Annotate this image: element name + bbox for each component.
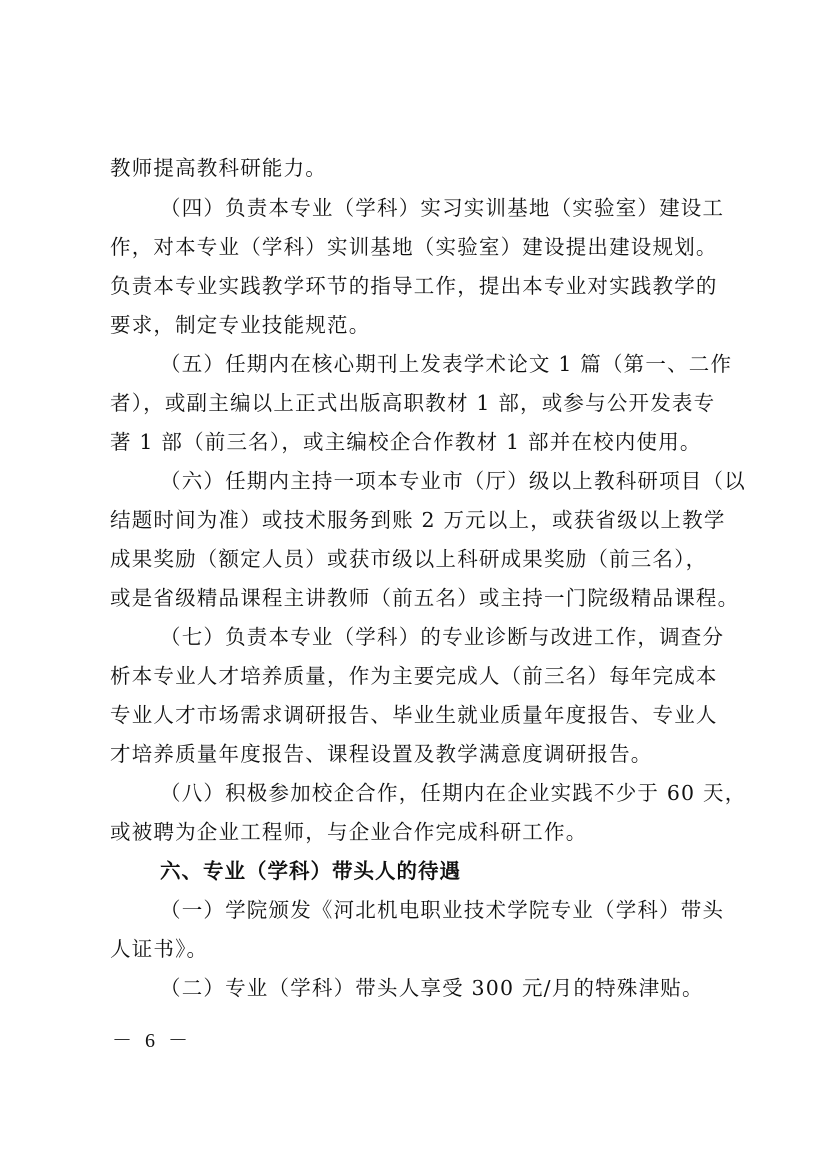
section-heading: 六、专业（学科）带头人的待遇 — [160, 859, 461, 883]
paragraph-line: （二）专业（学科）带头人享受 300 元/月的特殊津贴。 — [160, 976, 704, 1000]
paragraph-line: （一）学院颁发《河北机电职业技术学院专业（学科）带头 — [160, 898, 725, 922]
paragraph-line: 或是省级精品课程主讲教师（前五名）或主持一门院级精品课程。 — [110, 586, 740, 610]
paragraph-line: 或被聘为企业工程师，与企业合作完成科研工作。 — [110, 820, 588, 844]
paragraph-line: （六）任期内主持一项本专业市（厅）级以上教科研项目（以 — [160, 469, 746, 493]
paragraph-line: 著 1 部（前三名），或主编校企合作教材 1 部并在校内使用。 — [110, 430, 702, 454]
paragraph-line: （八）积极参加校企合作，任期内在企业实践不少于 60 天， — [160, 781, 747, 805]
page-number: － 6 － — [112, 1030, 192, 1052]
paragraph-line: 要求，制定专业技能规范。 — [110, 313, 371, 337]
paragraph-line: 专业人才市场需求调研报告、毕业生就业质量年度报告、专业人 — [110, 703, 718, 727]
paragraph-line: 人证书》。 — [110, 937, 209, 961]
paragraph-line: 成果奖励（额定人员）或获市级以上科研成果奖励（前三名）， — [110, 547, 708, 571]
paragraph-line: （七）负责本专业（学科）的专业诊断与改进工作，调查分 — [160, 625, 725, 649]
paragraph-line: 析本专业人才培养质量，作为主要完成人（前三名）每年完成本 — [110, 664, 718, 688]
paragraph-line: 作，对本专业（学科）实训基地（实验室）建设提出建设规划。 — [110, 235, 718, 259]
paragraph-line: 负责本专业实践教学环节的指导工作，提出本专业对实践教学的 — [110, 274, 718, 298]
paragraph-line: （四）负责本专业（学科）实习实训基地（实验室）建设工 — [160, 196, 725, 220]
paragraph-line: 教师提高教科研能力。 — [110, 156, 327, 180]
paragraph-line: 者），或副主编以上正式出版高职教材 1 部，或参与公开发表专 — [110, 391, 716, 415]
paragraph-line: 才培养质量年度报告、课程设置及教学满意度调研报告。 — [110, 742, 653, 766]
paragraph-line: （五）任期内在核心期刊上发表学术论文 1 篇（第一、二作 — [160, 352, 733, 376]
paragraph-line: 结题时间为准）或技术服务到账 2 万元以上，或获省级以上教学 — [110, 508, 726, 532]
